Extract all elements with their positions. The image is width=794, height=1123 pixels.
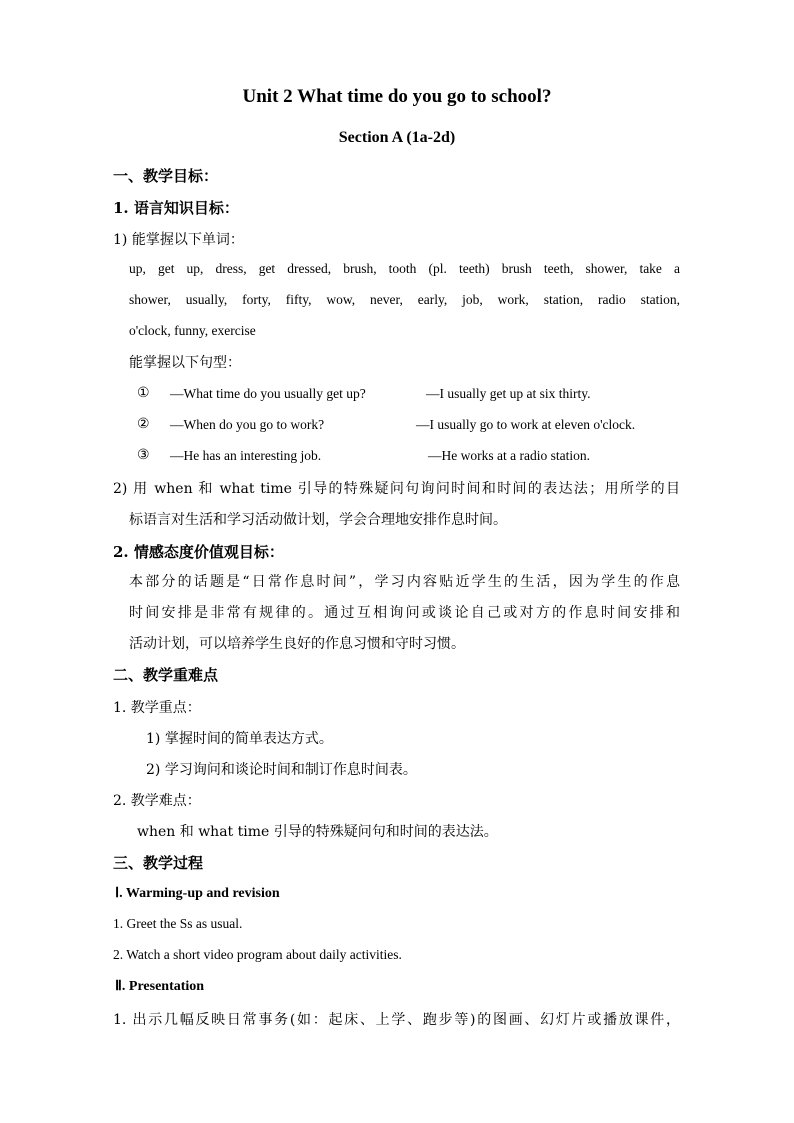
vocab-line: shower, usually, forty, fifty, wow, never, early, job, work, station, radio station,: [129, 292, 680, 307]
sentence-number: ③: [137, 447, 150, 463]
step-warming-up: Ⅰ. Warming-up and revision: [115, 886, 280, 901]
vocab-line: o'clock, funny, exercise: [129, 323, 256, 338]
item-vocab-intro: 1) 能掌握以下单词：: [113, 232, 244, 248]
heading-key-points: 1. 教学重点：: [113, 700, 201, 716]
paragraph-line: 本部分的话题是“日常作息时间”，学习内容贴近学生的生活，因为学生的作息: [129, 574, 680, 590]
page-title: Unit 2 What time do you go to school?: [242, 86, 552, 107]
step-item: 2. Watch a short video program about daily activities.: [113, 947, 402, 962]
sentence-number: ①: [137, 385, 150, 401]
vocab-line: up, get up, dress, get dressed, brush, tooth (pl. teeth) brush teeth, shower, take a: [129, 261, 680, 276]
sentence-number: ②: [137, 416, 150, 432]
sentence-question: —He has an interesting job.: [170, 448, 322, 463]
item-question-forms-cont: 标语言对生活和学习活动做计划，学会合理地安排作息时间。: [129, 512, 507, 528]
item-question-forms: 2) 用 when 和 what time 引导的特殊疑问句询问时间和时间的表达法；用所学的目: [113, 481, 680, 497]
sentence-answer: —He works at a radio station.: [428, 448, 590, 463]
sentence-question: —When do you go to work?: [170, 417, 325, 432]
sentence-answer: —I usually get up at six thirty.: [426, 386, 591, 401]
paragraph-line: 时间安排是非常有规律的。通过互相询问或谈论自己或对方的作息时间安排和: [129, 605, 680, 621]
section-subtitle: Section A (1a-2d): [338, 129, 456, 146]
key-point-item: 2) 学习询问和谈论时间和制订作息时间表。: [146, 762, 417, 778]
step-item: 1. Greet the Ss as usual.: [113, 916, 243, 931]
heading-teaching-objectives: 一、教学目标：: [113, 167, 219, 185]
heading-key-difficult-points: 二、教学重难点: [113, 666, 219, 684]
sentence-answer: —I usually go to work at eleven o'clock.: [416, 417, 636, 432]
heading-difficult-points: 2. 教学难点：: [113, 793, 201, 809]
heading-language-objectives: 1. 语言知识目标：: [113, 199, 239, 217]
heading-teaching-process: 三、教学过程: [113, 854, 204, 872]
sentence-intro: 能掌握以下句型：: [129, 355, 241, 371]
heading-affective-objectives: 2. 情感态度价值观目标：: [113, 543, 284, 561]
sentence-question: —What time do you usually get up?: [170, 386, 366, 401]
key-point-item: 1) 掌握时间的简单表达方式。: [146, 731, 333, 747]
step-presentation: Ⅱ. Presentation: [115, 979, 205, 994]
step-item: 1. 出示几幅反映日常事务(如：起床、上学、跑步等)的图画、幻灯片或播放课件，: [113, 1012, 680, 1028]
difficult-point-item: when 和 what time 引导的特殊疑问句和时间的表达法。: [137, 824, 498, 840]
paragraph-line: 活动计划，可以培养学生良好的作息习惯和守时习惯。: [129, 636, 465, 652]
